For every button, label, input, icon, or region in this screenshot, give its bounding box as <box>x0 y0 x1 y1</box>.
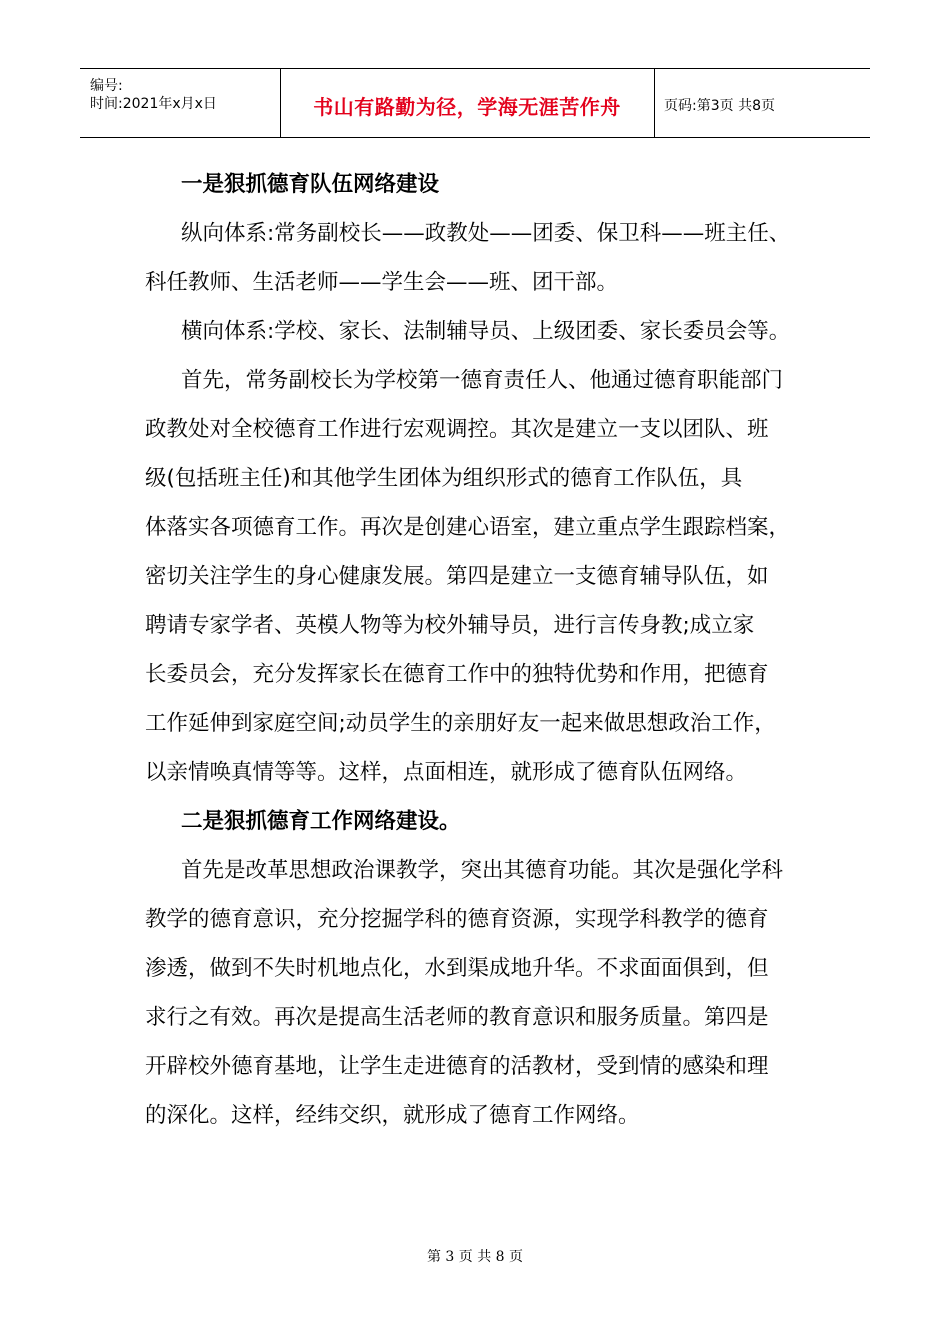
text-line: 以亲情唤真情等等。这样，点面相连，就形成了德育队伍网络。 <box>145 760 748 785</box>
paragraph-vertical-system <box>145 209 825 307</box>
document-number-label: 编号: <box>90 78 123 94</box>
text-line: 求行之有效。再次是提高生活老师的教育意识和服务质量。第四是 <box>145 1005 769 1030</box>
text-line: 教学的德育意识，充分挖掘学科的德育资源，实现学科教学的德育 <box>145 907 769 932</box>
text-line: 渗透，做到不失时机地点化，水到渠成地升华。不求面面俱到，但 <box>145 956 769 981</box>
text-line: 长委员会，充分发挥家长在德育工作中的独特优势和作用，把德育 <box>145 662 769 687</box>
section-heading-2: 二是狠抓德育工作网络建设。 <box>181 809 461 834</box>
text-line: 级(包括班主任)和其他学生团体为组织形式的德育工作队伍，具 <box>145 466 743 491</box>
document-body <box>145 160 825 1140</box>
text-line: 开辟校外德育基地，让学生走进德育的活教材，受到情的感染和理 <box>145 1054 769 1079</box>
text-line: 纵向体系:常务副校长——政教处——团委、保卫科——班主任、 <box>181 221 791 246</box>
text-line: 工作延伸到家庭空间;动员学生的亲朋好友一起来做思想政治工作， <box>145 711 776 736</box>
text-line: 政教处对全校德育工作进行宏观调控。其次是建立一支以团队、班 <box>145 417 769 442</box>
text-line: 首先，常务副校长为学校第一德育责任人、他通过德育职能部门 <box>181 368 784 393</box>
header-right-cell <box>654 69 870 137</box>
text-line: 密切关注学生的身心健康发展。第四是建立一支德育辅导队伍，如 <box>145 564 769 589</box>
text-line: 的深化。这样，经纬交织，就形成了德育工作网络。 <box>145 1103 640 1128</box>
header-motto: 书山有路勤为径，学海无涯苦作舟 <box>313 95 621 119</box>
header-page-info: 页码:第3页 共8页 <box>664 98 775 114</box>
text-line: 科任教师、生活老师——学生会——班、团干部。 <box>145 270 619 295</box>
document-date-label: 时间:2021年x月x日 <box>90 96 217 112</box>
text-line: 聘请专家学者、英模人物等为校外辅导员，进行言传身教;成立家 <box>145 613 755 638</box>
page-footer: 第 3 页 共 8 页 <box>426 1249 524 1265</box>
page-header <box>80 68 870 138</box>
section-heading-1: 一是狠抓德育队伍网络建设 <box>181 172 440 197</box>
text-line: 体落实各项德育工作。再次是创建心语室，建立重点学生跟踪档案， <box>145 515 791 540</box>
paragraph-work-network <box>145 846 825 1140</box>
text-line: 首先是改革思想政治课教学，突出其德育功能。其次是强化学科 <box>181 858 784 883</box>
text-line: 横向体系:学校、家长、法制辅导员、上级团委、家长委员会等。 <box>181 319 791 344</box>
paragraph-horizontal-system <box>145 307 825 356</box>
header-middle-cell <box>280 69 655 137</box>
header-left-cell <box>80 69 281 137</box>
paragraph-team-network <box>145 356 825 797</box>
